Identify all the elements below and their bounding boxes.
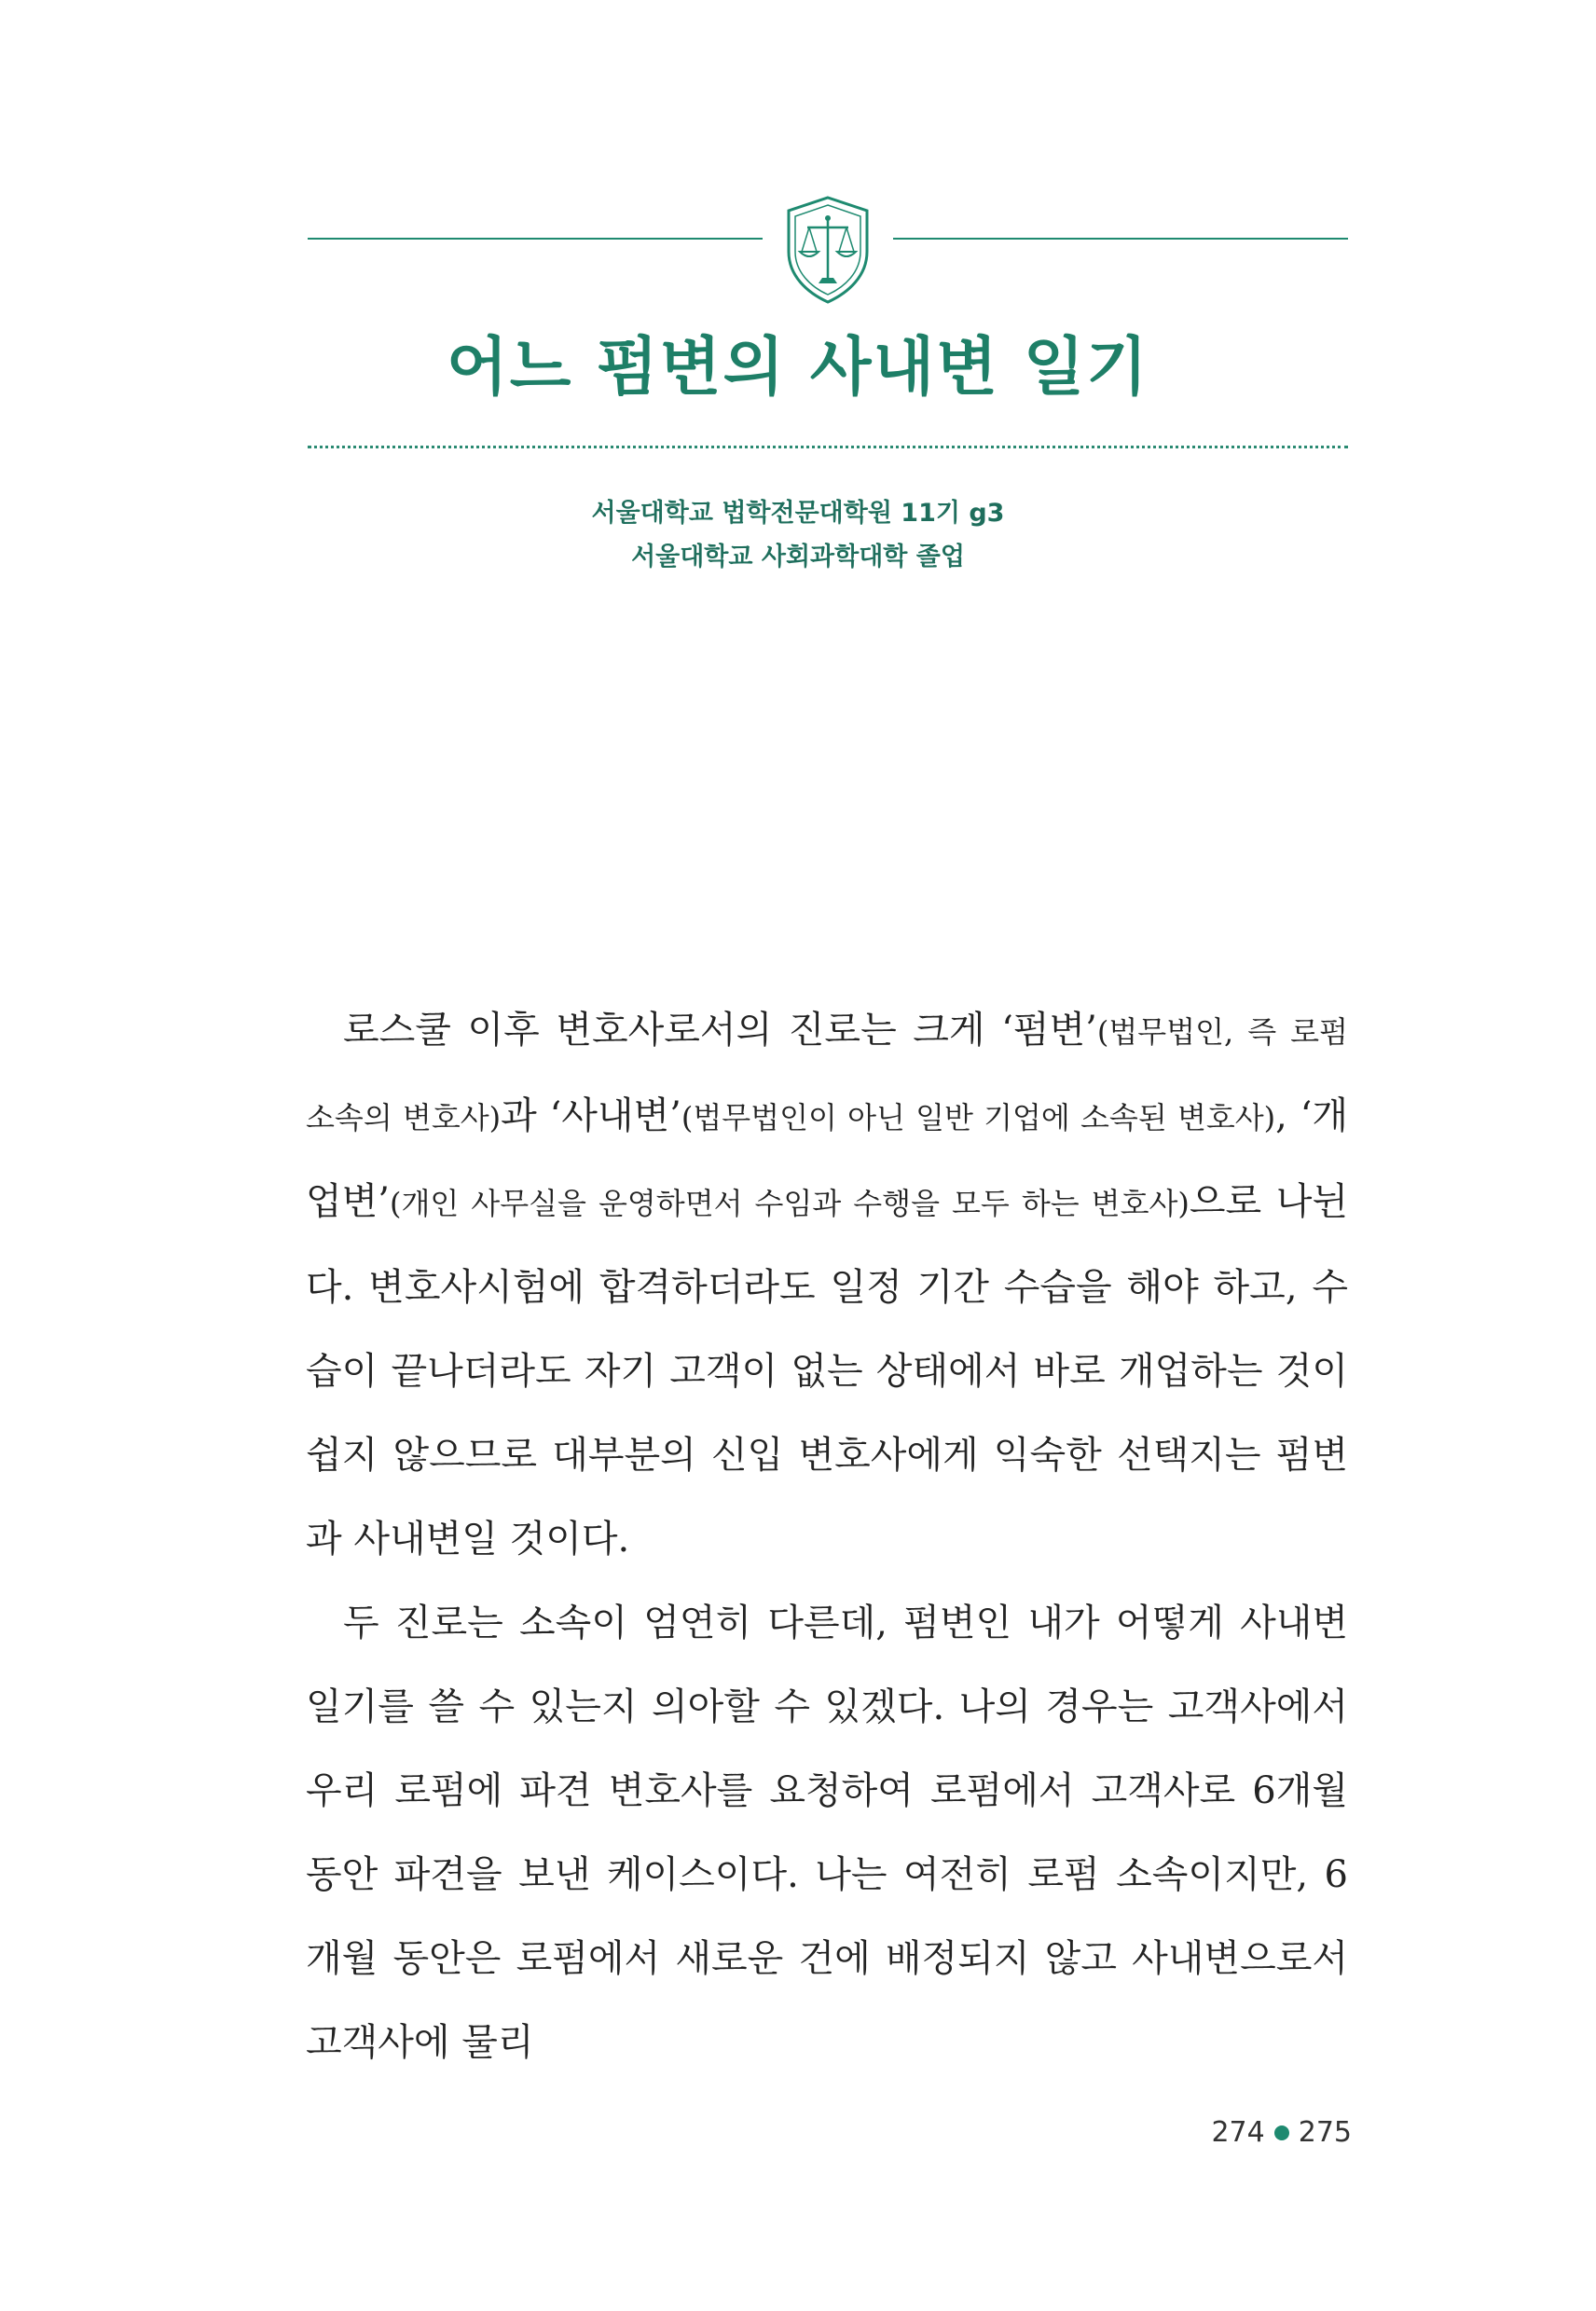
page-title: 어느 펌변의 사내변 일기 — [447, 330, 1149, 405]
paragraph — [306, 988, 1348, 1581]
text-segment: 로스쿨 이후 변호사로서의 진로는 크게 ‘펌변’ — [343, 1009, 1097, 1052]
text-segment-note: (개인 사무실을 운영하면서 수임과 수행을 모두 하는 변호사) — [390, 1186, 1190, 1221]
author-affiliation-line-2: 서울대학교 사회과학대학 졸업 — [631, 543, 965, 571]
page-number-right: 275 — [1298, 2116, 1352, 2149]
page-numbers — [1193, 2116, 1352, 2149]
text-segment: 으로 나뉜다. 변호사시험에 합격하더라도 일정 기간 수습을 해야 하고, 수습이 끝나더라도 자기 고객이 없는 상태에서 바로 개업하는 것이 쉽지 않으므로 대부분의 신입 변호사에게 익숙한 선택지는 펌변과 사내변일 것이다. — [306, 1180, 1348, 1561]
title-dotted-divider — [308, 446, 1348, 448]
page-number-left: 274 — [1211, 2116, 1265, 2149]
author-affiliation-line-1: 서울대학교 법학전문대학원 11기 g3 — [591, 499, 1005, 528]
paragraph — [306, 1581, 1348, 2084]
header-rule-left — [308, 238, 763, 240]
text-segment: 과 ‘사내변’ — [501, 1094, 681, 1137]
body-text — [306, 988, 1348, 2084]
page-separator-dot — [1274, 2125, 1289, 2140]
text-segment: , ‘개업변’ — [306, 1094, 1348, 1223]
scales-of-justice-shield-icon — [781, 194, 874, 306]
text-segment-note: (법무법인, 즉 로펌 소속의 변호사) — [306, 1014, 1348, 1135]
header-rule-right — [893, 238, 1348, 240]
text-segment-note: (법무법인이 아닌 일반 기업에 소속된 변호사) — [681, 1100, 1276, 1135]
text-segment: 두 진로는 소속이 엄연히 다른데, 펌변인 내가 어떻게 사내변 일기를 쓸 수 있는지 의아할 수 있겠다. 나의 경우는 고객사에서 우리 로펌에 파견 변호사를 요청하여 로펌에서 고객사로 6개월 동안 파견을 보낸 케이스이다. 나는 여전히 로펌 소속이지만, 6개월 동안은 로펌에서 새로운 건에 배정되지 않고 사내변으로서 고객사에 물리 — [306, 1602, 1348, 2064]
